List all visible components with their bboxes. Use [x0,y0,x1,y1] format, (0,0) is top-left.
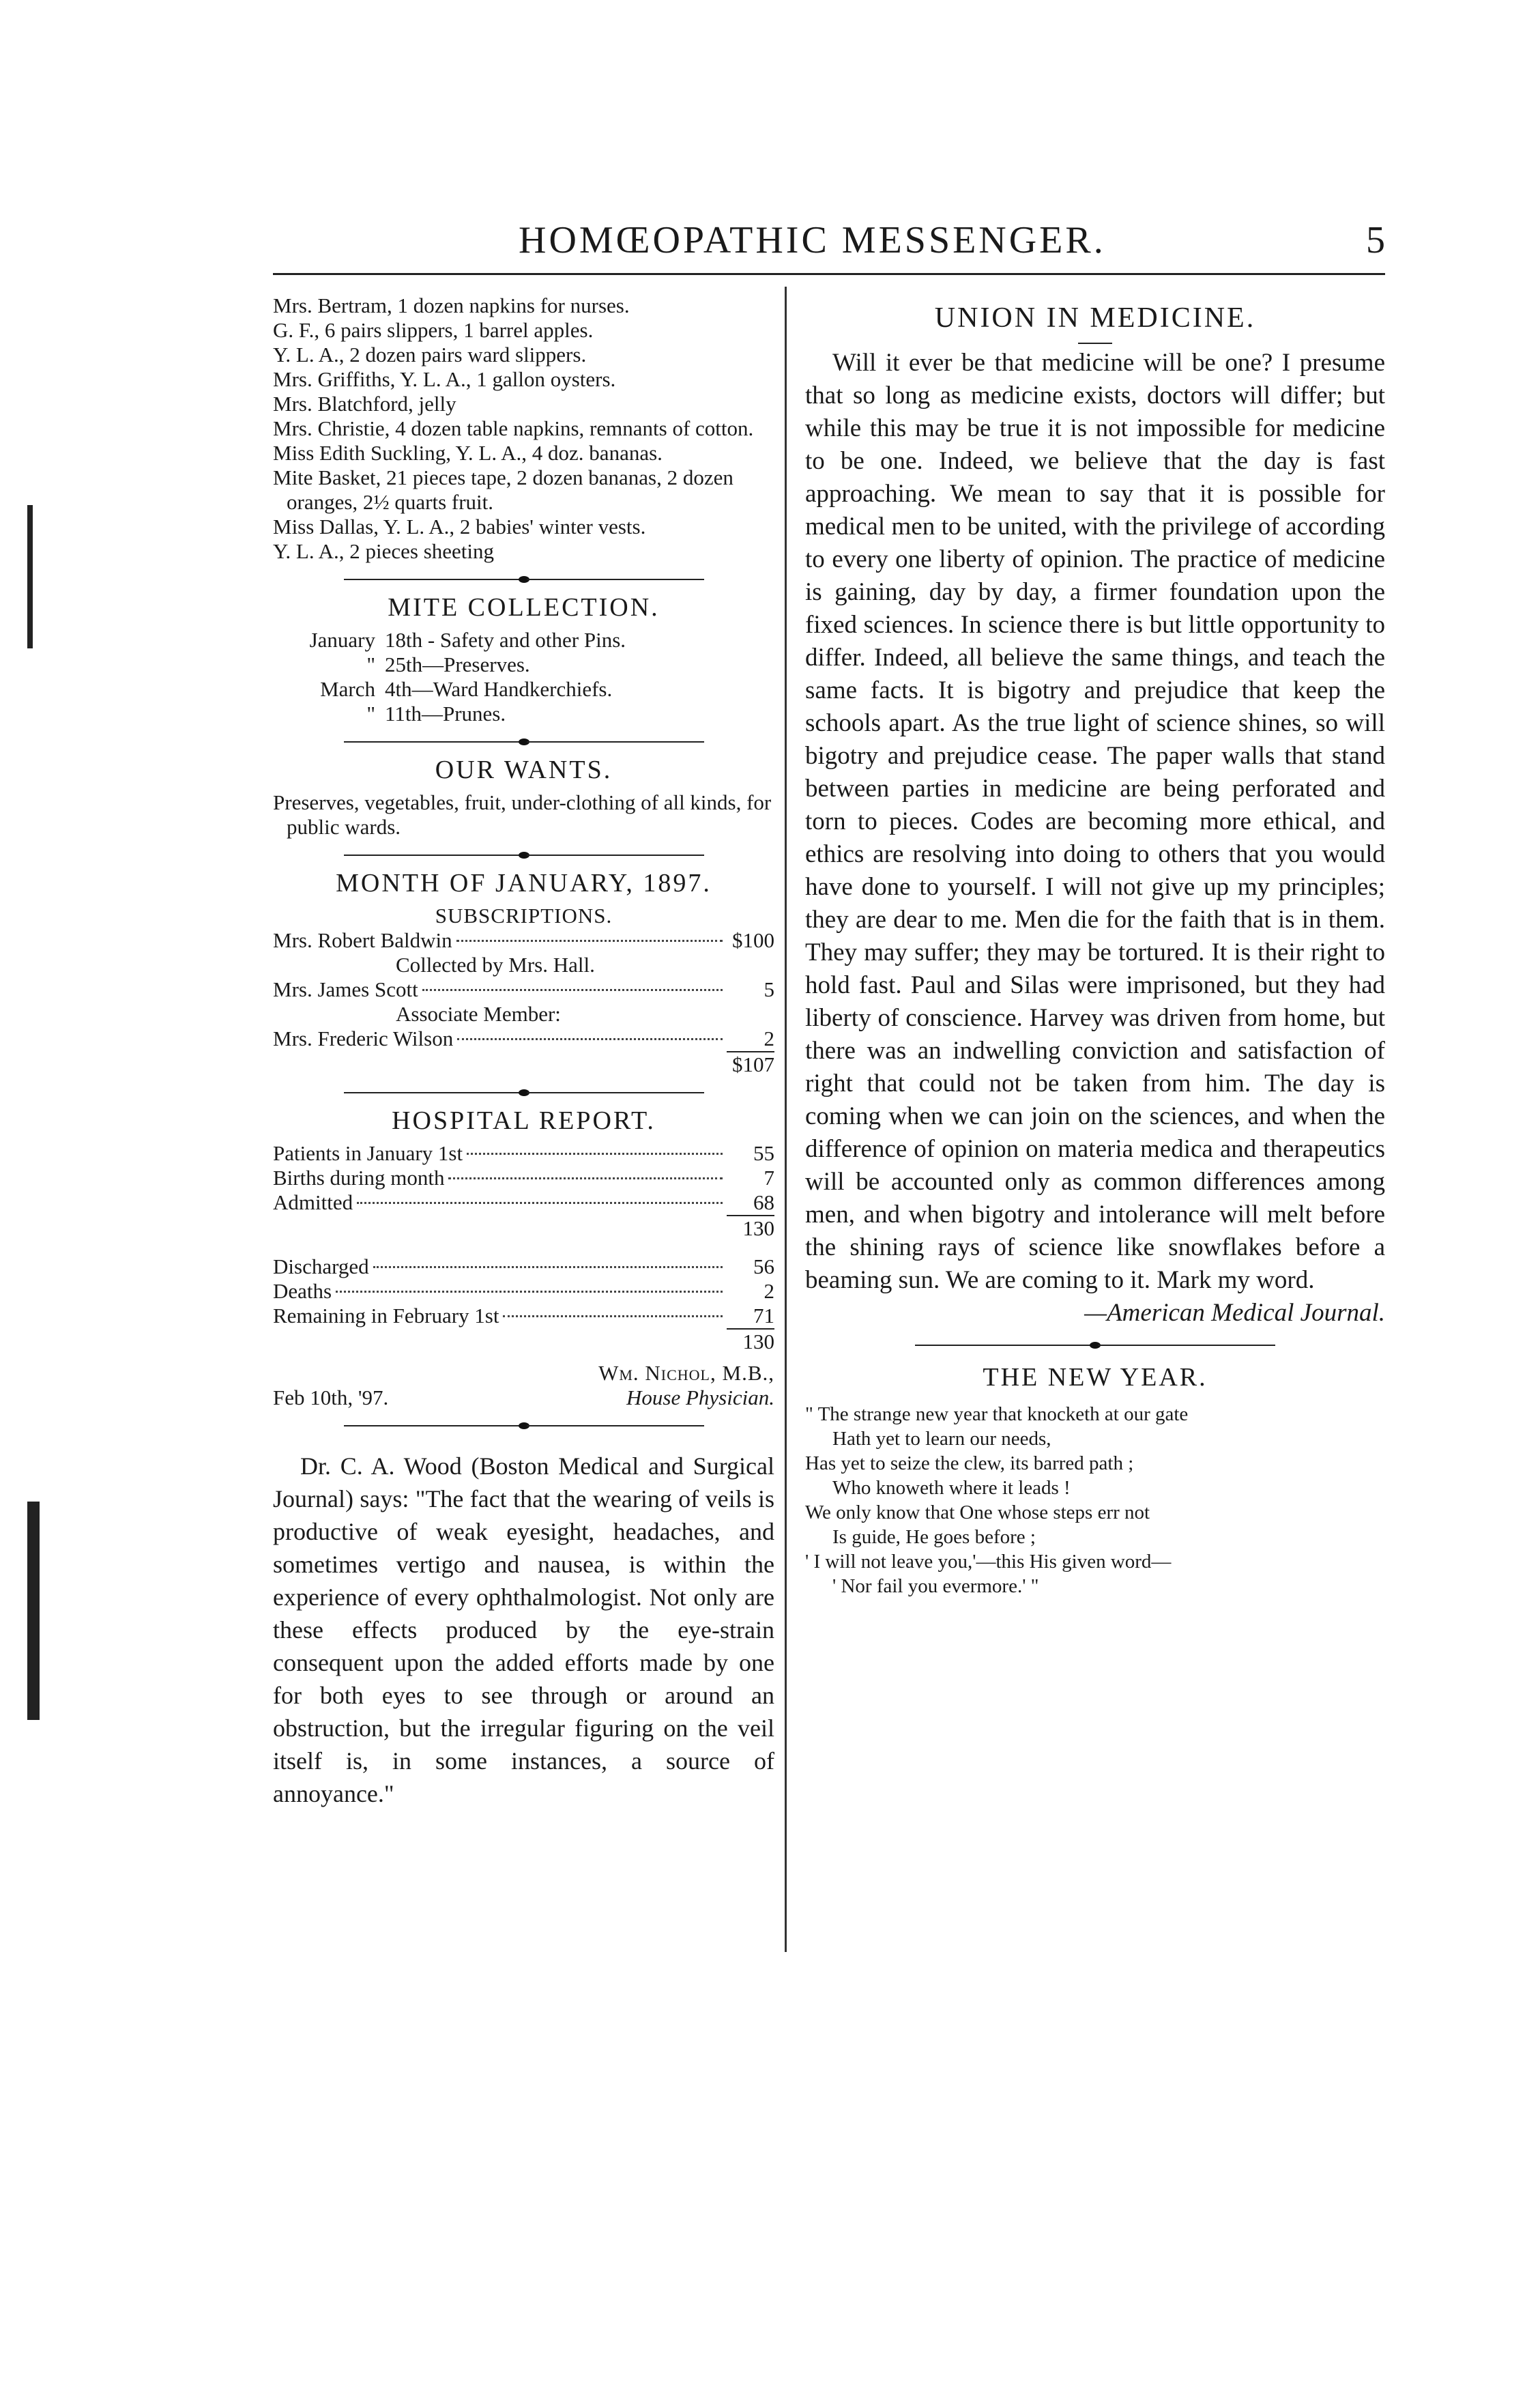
wood-article: Dr. C. A. Wood (Boston Medical and Surgical Journal) says: "The fact that the wearing of veils is productive of weak eyesight, headaches, and sometimes vertigo and nausea, is within the experience of every ophthalmologist. Not only are these effects produced by the eye-strain consequent upon the added efforts made by one for both eyes to see through or around an obstruction, but the irregular figuring on the veil itself is, in some instances, a source of annoyance." [273,1452,774,1807]
page-number: 5 [1366,219,1385,261]
section-divider [273,738,774,745]
mite-row: March 4th—Ward Handkerchiefs. [320,677,613,701]
union-article: Will it ever be that medicine will be one? I presume that so long as medicine exists, doctors will differ; but while this may be true it is not impossible for medicine to be one. Indeed, we believe that the day is fast approaching. We mean to say that it is possible for medical men to be united, with the privilege of according to every one liberty of opinion. The practice of medicine is gaining, day by day, a firmer foundation upon the fixed sciences. In science there is but little opportunity to differ. Indeed, all believe the same things, and teach the same facts. It is bigotry and prejudice that keep the schools apart. As the true light of science shines, so will bigotry and prejudice cease. The paper walls that stand between parties in medicine are being perforated and torn to pieces. Codes are becoming more ethical, and ethics are resolving into doing to others that you would have done to yourself. I will not give up my principles; they are dear to me. Men die for the faith that is in them. They may suffer; they may be tortured. It is their right to hold fast. Paul and Silas were imprisoned, but they had liberty of conscience. Harvey was driven from home, but there was an indwelling conviction and satisfaction of right that could not be taken from him. The day is coming when we can join on the sciences, and when the difference of opinion on materia medica and therapeutics will be accounted only as common differences among men, and when bigotry and intolerance will melt before the shining rays of science like snowflakes before a beaming sun. We are coming to it. Mark my word. [805,349,1385,1294]
poem-line: Hath yet to learn our needs, [832,1428,1051,1450]
hospital-row: Deaths 2 [273,1279,774,1303]
our-wants-text: Preserves, vegetables, fruit, under-clothing of all kinds, for public wards. [273,790,772,839]
hospital-row: Discharged 56 [273,1254,774,1278]
poem-line: ' Nor fail you evermore.' " [832,1575,1039,1597]
running-title: HOMŒOPATHIC MESSENGER. [519,219,1106,261]
poem-line: Has yet to seize the clew, its barred path ; [805,1452,1134,1474]
donation-item: G. F., 6 pairs slippers, 1 barrel apples. [273,318,594,342]
signature-block [273,1361,774,1410]
poem-line: " The strange new year that knocketh at our gate [805,1403,1189,1425]
poem-line: Is guide, He goes before ; [832,1526,1036,1548]
donation-item: Mite Basket, 21 pieces tape, 2 dozen bananas, 2 dozen oranges, 2½ quarts fruit. [273,465,733,514]
subscription-row: Mrs. Frederic Wilson 2 [273,1027,774,1050]
poem-line: Who knoweth where it leads ! [832,1477,1071,1499]
our-wants-heading: OUR WANTS. [435,756,613,784]
subscription-total: $107 [273,1051,774,1077]
column-rule [785,287,787,1952]
donation-item: Mrs. Griffiths, Y. L. A., 1 gallon oysters. [273,367,616,391]
section-divider [805,1342,1385,1349]
mite-row: " 11th—Prunes. [366,702,506,726]
new-year-heading: THE NEW YEAR. [983,1363,1208,1392]
hospital-row: Patients in January 1st 55 [273,1141,774,1165]
left-column [273,293,774,1810]
poem-line: ' I will not leave you,'—this His given word— [805,1551,1172,1573]
donation-item: Mrs. Blatchford, jelly [273,392,456,416]
scan-artifact [27,1502,40,1720]
donation-item: Miss Edith Suckling, Y. L. A., 4 doz. bananas. [273,441,663,465]
heading-rule [805,343,1385,344]
union-heading: UNION IN MEDICINE. [934,302,1256,334]
month-heading: MONTH OF JANUARY, 1897. [336,869,712,898]
mite-row: January 18th - Safety and other Pins. [309,628,626,652]
right-column [805,293,1385,1598]
donation-item: Mrs. Bertram, 1 dozen napkins for nurses. [273,293,630,317]
poem-line: We only know that One whose steps err not [805,1502,1150,1523]
new-year-poem [805,1402,1385,1598]
signature-name: Wm. Nichol, M.B., [598,1361,774,1385]
section-divider [273,1089,774,1096]
hospital-row: Admitted 68 [273,1190,774,1214]
subscription-row: Mrs. James Scott 5 [273,977,774,1001]
donation-item: Y. L. A., 2 pieces sheeting [273,539,495,563]
donation-item: Y. L. A., 2 dozen pairs ward slippers. [273,343,587,367]
subscription-note: Associate Member: [396,1002,561,1026]
hospital-total: 130 [273,1328,774,1354]
hospital-row: Remaining in February 1st 71 [273,1304,774,1328]
donation-item: Miss Dallas, Y. L. A., 2 babies' winter vests. [273,515,646,539]
mite-collection-list [273,628,774,726]
report-date: Feb 10th, '97. [273,1386,389,1409]
section-divider [273,576,774,583]
hospital-report-heading: HOSPITAL REPORT. [392,1106,656,1135]
section-divider [273,1422,774,1429]
subscriptions-subheading: SUBSCRIPTIONS. [435,904,613,928]
donations-list [273,293,774,564]
section-divider [273,852,774,859]
scan-artifact [27,505,33,648]
subscription-note: Collected by Mrs. Hall. [396,953,595,977]
hospital-row: Births during month 7 [273,1166,774,1190]
mite-collection-heading: MITE COLLECTION. [388,593,660,622]
header-rule [273,273,1385,275]
signature-title: House Physician. [626,1386,774,1409]
subscription-row: Mrs. Robert Baldwin $100 [273,928,774,952]
union-source: —American Medical Journal. [1084,1299,1385,1327]
donation-item: Mrs. Christie, 4 dozen table napkins, remnants of cotton. [273,416,754,440]
mite-row: " 25th—Preserves. [366,652,530,676]
hospital-total: 130 [273,1215,774,1241]
